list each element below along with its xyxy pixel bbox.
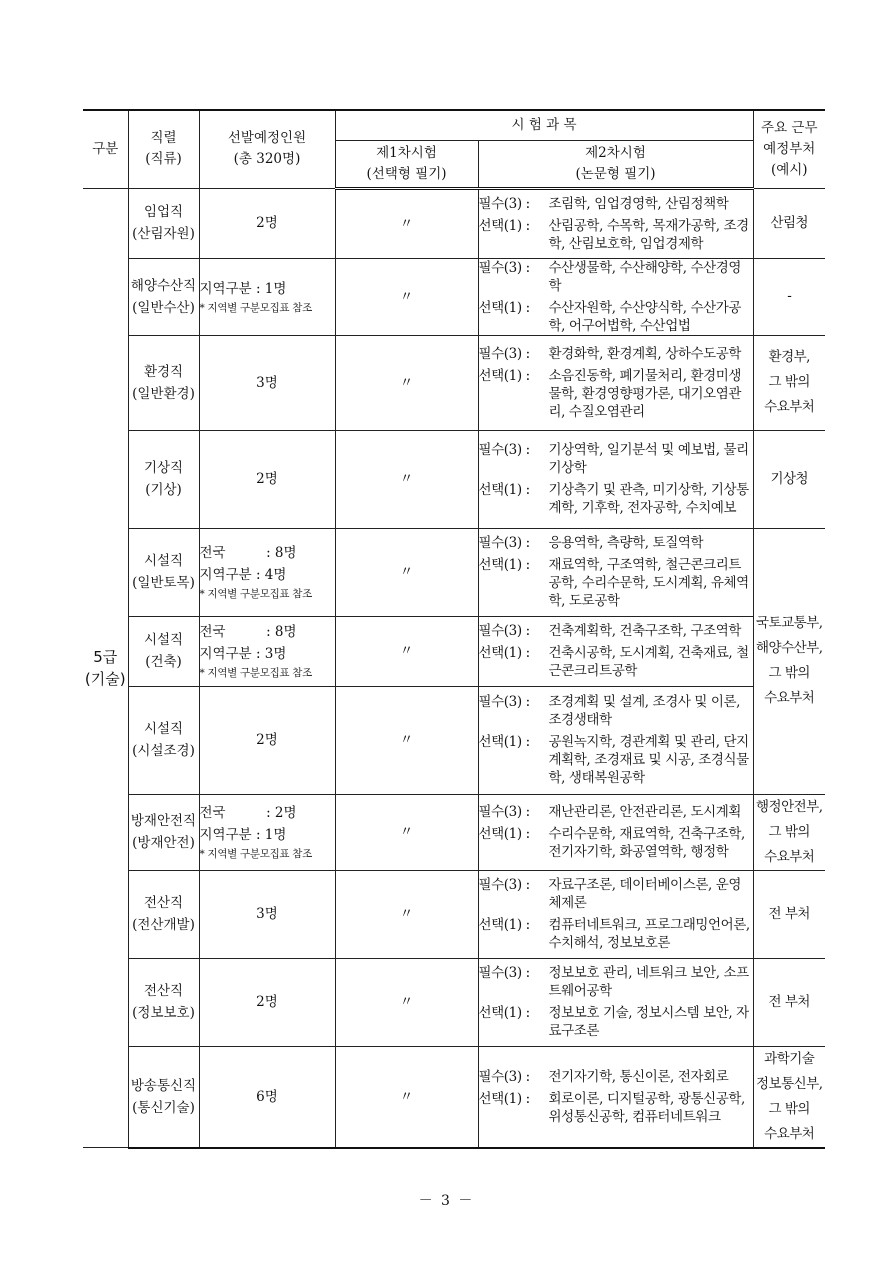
position-cell: 시설직 (시설조경): [128, 686, 199, 794]
position-cell: 전산직 (정보보호): [128, 958, 199, 1046]
second-exam-cell: [478, 616, 753, 686]
elective-subjects: 산림공학, 수목학, 목재가공학, 조경학, 산림보호학, 임업경제학: [548, 217, 749, 252]
table-row: [83, 335, 825, 430]
first-exam-cell: 〃: [335, 870, 478, 958]
quota-cell: 전국 : 2명 지역구분 : 1명 * 지역별 구분모집표 참조: [199, 794, 335, 870]
required-label: 필수(3) :: [478, 877, 530, 893]
quota-cell: 지역구분 : 1명 * 지역별 구분모집표 참조: [199, 258, 335, 335]
required-subjects: 환경화학, 환경계획, 상하수도공학: [548, 345, 742, 362]
dept-cell: 전 부처: [753, 870, 825, 958]
elective-subjects: 기상측기 및 관측, 미기상학, 기상통계학, 기후학, 전자공학, 수치예보: [548, 482, 749, 516]
table-row: [83, 430, 825, 528]
elective-subjects: 재료역학, 구조역학, 철근콘크리트공학, 수리수문학, 도시계획, 유체역학, 도로공학: [548, 557, 749, 609]
second-exam-cell: [478, 1046, 753, 1148]
dept-cell: 환경부, 그 밖의 수요부처: [753, 335, 825, 430]
quota-cell: 3명: [199, 335, 335, 430]
dept-cell: 행정안전부, 그 밖의 수요부처: [753, 794, 825, 870]
required-label: 필수(3) :: [478, 195, 530, 212]
quota-cell: 전국 : 8명 지역구분 : 4명 * 지역별 구분모집표 참조: [199, 528, 335, 616]
second-exam-cell: [478, 188, 753, 258]
first-exam-cell: 〃: [335, 794, 478, 870]
header-position: 직렬 (직류): [128, 110, 199, 188]
elective-subjects: 수리수문학, 재료역학, 건축구조학, 전기자기학, 화공열역학, 행정학: [548, 826, 745, 860]
required-subjects: 재난관리론, 안전관리론, 도시계획: [548, 804, 742, 820]
required-label: 필수(3) :: [478, 804, 530, 820]
quota-note: * 지역별 구분모집표 참조: [199, 667, 312, 679]
required-subjects: 기상역학, 일기분석 및 예보법, 물리기상학: [548, 442, 749, 476]
required-subjects: 전기자기학, 통신이론, 전자회로: [548, 1068, 729, 1085]
elective-label: 선택(1) :: [478, 645, 530, 661]
position-cell: 시설직 (건축): [128, 616, 199, 686]
table-row: [83, 1046, 825, 1148]
elective-label: 선택(1) :: [478, 1005, 530, 1021]
required-label: 필수(3) :: [478, 1068, 530, 1085]
required-subjects: 조림학, 임업경영학, 산림정책학: [548, 195, 729, 212]
required-label: 필수(3) :: [478, 623, 530, 639]
first-exam-cell: 〃: [335, 686, 478, 794]
quota-note: * 지역별 구분모집표 참조: [199, 301, 312, 314]
required-label: 필수(3) :: [478, 259, 530, 276]
first-exam-cell: 〃: [335, 188, 478, 258]
category-cell: 5급 (기술): [83, 188, 128, 1148]
required-label: 필수(3) :: [478, 535, 530, 551]
elective-label: 선택(1) :: [478, 1090, 530, 1107]
quota-cell: 3명: [199, 870, 335, 958]
second-exam-cell: [478, 794, 753, 870]
table-row: [83, 616, 825, 686]
second-exam-cell: [478, 258, 753, 335]
required-label: 필수(3) :: [478, 694, 530, 710]
elective-subjects: 정보보호 기술, 정보시스템 보안, 자료구조론: [548, 1005, 749, 1039]
elective-subjects: 수산자원학, 수산양식학, 수산가공학, 어구어법학, 수산업법: [548, 299, 742, 334]
dept-cell: -: [753, 258, 825, 335]
table-row: [83, 794, 825, 870]
quota-cell: 전국 : 8명 지역구분 : 3명 * 지역별 구분모집표 참조: [199, 616, 335, 686]
dept-cell: 기상청: [753, 430, 825, 528]
elective-subjects: 회로이론, 디지털공학, 광통신공학, 위성통신공학, 컴퓨터네트워크: [548, 1090, 745, 1125]
quota-note: * 지역별 구분모집표 참조: [199, 848, 312, 860]
header-dept: 주요 근무 예정부처 (예시): [753, 110, 825, 188]
elective-label: 선택(1) :: [478, 482, 530, 498]
second-exam-cell: [478, 335, 753, 430]
required-subjects: 수산생물학, 수산해양학, 수산경영학: [548, 259, 742, 294]
second-exam-cell: [478, 686, 753, 794]
second-exam-cell: [478, 430, 753, 528]
table-row: [83, 258, 825, 335]
header-category: 구분: [83, 110, 128, 188]
first-exam-cell: 〃: [335, 616, 478, 686]
quota-cell: 2명: [199, 958, 335, 1046]
first-exam-cell: 〃: [335, 258, 478, 335]
position-cell: 전산직 (전산개발): [128, 870, 199, 958]
table-row: [83, 958, 825, 1046]
quota-cell: 2명: [199, 686, 335, 794]
first-exam-cell: 〃: [335, 430, 478, 528]
elective-label: 선택(1) :: [478, 367, 530, 384]
table-row: [83, 528, 825, 616]
elective-subjects: 소음진동학, 폐기물처리, 환경미생물학, 환경영향평가론, 대기오염관리, 수질오염관리: [548, 367, 742, 420]
position-cell: 방송통신직 (통신기술): [128, 1046, 199, 1148]
position-cell: 해양수산직 (일반수산): [128, 258, 199, 335]
second-exam-cell: [478, 958, 753, 1046]
header-second-exam: 제2차시험 (논문형 필기): [478, 140, 753, 188]
dept-cell: 전 부처: [753, 958, 825, 1046]
elective-label: 선택(1) :: [478, 299, 530, 316]
required-subjects: 자료구조론, 데이터베이스론, 운영체제론: [548, 877, 742, 911]
quota-cell: 6명: [199, 1046, 335, 1148]
first-exam-cell: 〃: [335, 528, 478, 616]
position-cell: 시설직 (일반토목): [128, 528, 199, 616]
elective-subjects: 공원녹지학, 경관계획 및 관리, 단지계획학, 조경재료 및 시공, 조경식물학, 생태복원공학: [548, 734, 749, 786]
elective-label: 선택(1) :: [478, 734, 530, 750]
first-exam-cell: 〃: [335, 1046, 478, 1148]
required-subjects: 건축계획학, 건축구조학, 구조역학: [548, 623, 742, 639]
elective-label: 선택(1) :: [478, 826, 530, 842]
quota-cell: 2명: [199, 430, 335, 528]
elective-label: 선택(1) :: [478, 917, 530, 933]
exam-subjects-table: [83, 109, 825, 1149]
elective-subjects: 컴퓨터네트워크, 프로그래밍언어론, 수치해석, 정보보호론: [548, 917, 750, 951]
table-row: [83, 686, 825, 794]
second-exam-cell: [478, 870, 753, 958]
position-cell: 방재안전직 (방재안전): [128, 794, 199, 870]
elective-label: 선택(1) :: [478, 557, 530, 573]
quota-note: * 지역별 구분모집표 참조: [199, 588, 312, 600]
first-exam-cell: 〃: [335, 958, 478, 1046]
elective-label: 선택(1) :: [478, 217, 530, 234]
dept-cell: 산림청: [753, 188, 825, 258]
required-subjects: 응용역학, 측량학, 토질역학: [548, 535, 704, 551]
header-quota: 선발예정인원 (총 320명): [199, 110, 335, 188]
position-cell: 환경직 (일반환경): [128, 335, 199, 430]
required-subjects: 조경계획 및 설계, 조경사 및 이론, 조경생태학: [548, 694, 741, 728]
page-number: － 3 －: [418, 1193, 475, 1209]
position-cell: 기상직 (기상): [128, 430, 199, 528]
required-label: 필수(3) :: [478, 345, 530, 362]
elective-subjects: 건축시공학, 도시계획, 건축재료, 철근콘크리트공학: [548, 645, 749, 679]
table-row: [83, 188, 825, 258]
header-subjects: 시 험 과 목: [335, 110, 753, 140]
position-cell: 임업직 (산림자원): [128, 188, 199, 258]
required-label: 필수(3) :: [478, 442, 530, 458]
dept-cell: 국토교통부, 해양수산부, 그 밖의 수요부처: [753, 528, 825, 794]
dept-cell: 과학기술 정보통신부, 그 밖의 수요부처: [753, 1046, 825, 1148]
table-row: [83, 870, 825, 958]
required-subjects: 정보보호 관리, 네트워크 보안, 소프트웨어공학: [548, 965, 749, 999]
required-label: 필수(3) :: [478, 965, 530, 981]
second-exam-cell: [478, 528, 753, 616]
first-exam-cell: 〃: [335, 335, 478, 430]
quota-cell: 2명: [199, 188, 335, 258]
header-first-exam: 제1차시험 (선택형 필기): [335, 140, 478, 188]
